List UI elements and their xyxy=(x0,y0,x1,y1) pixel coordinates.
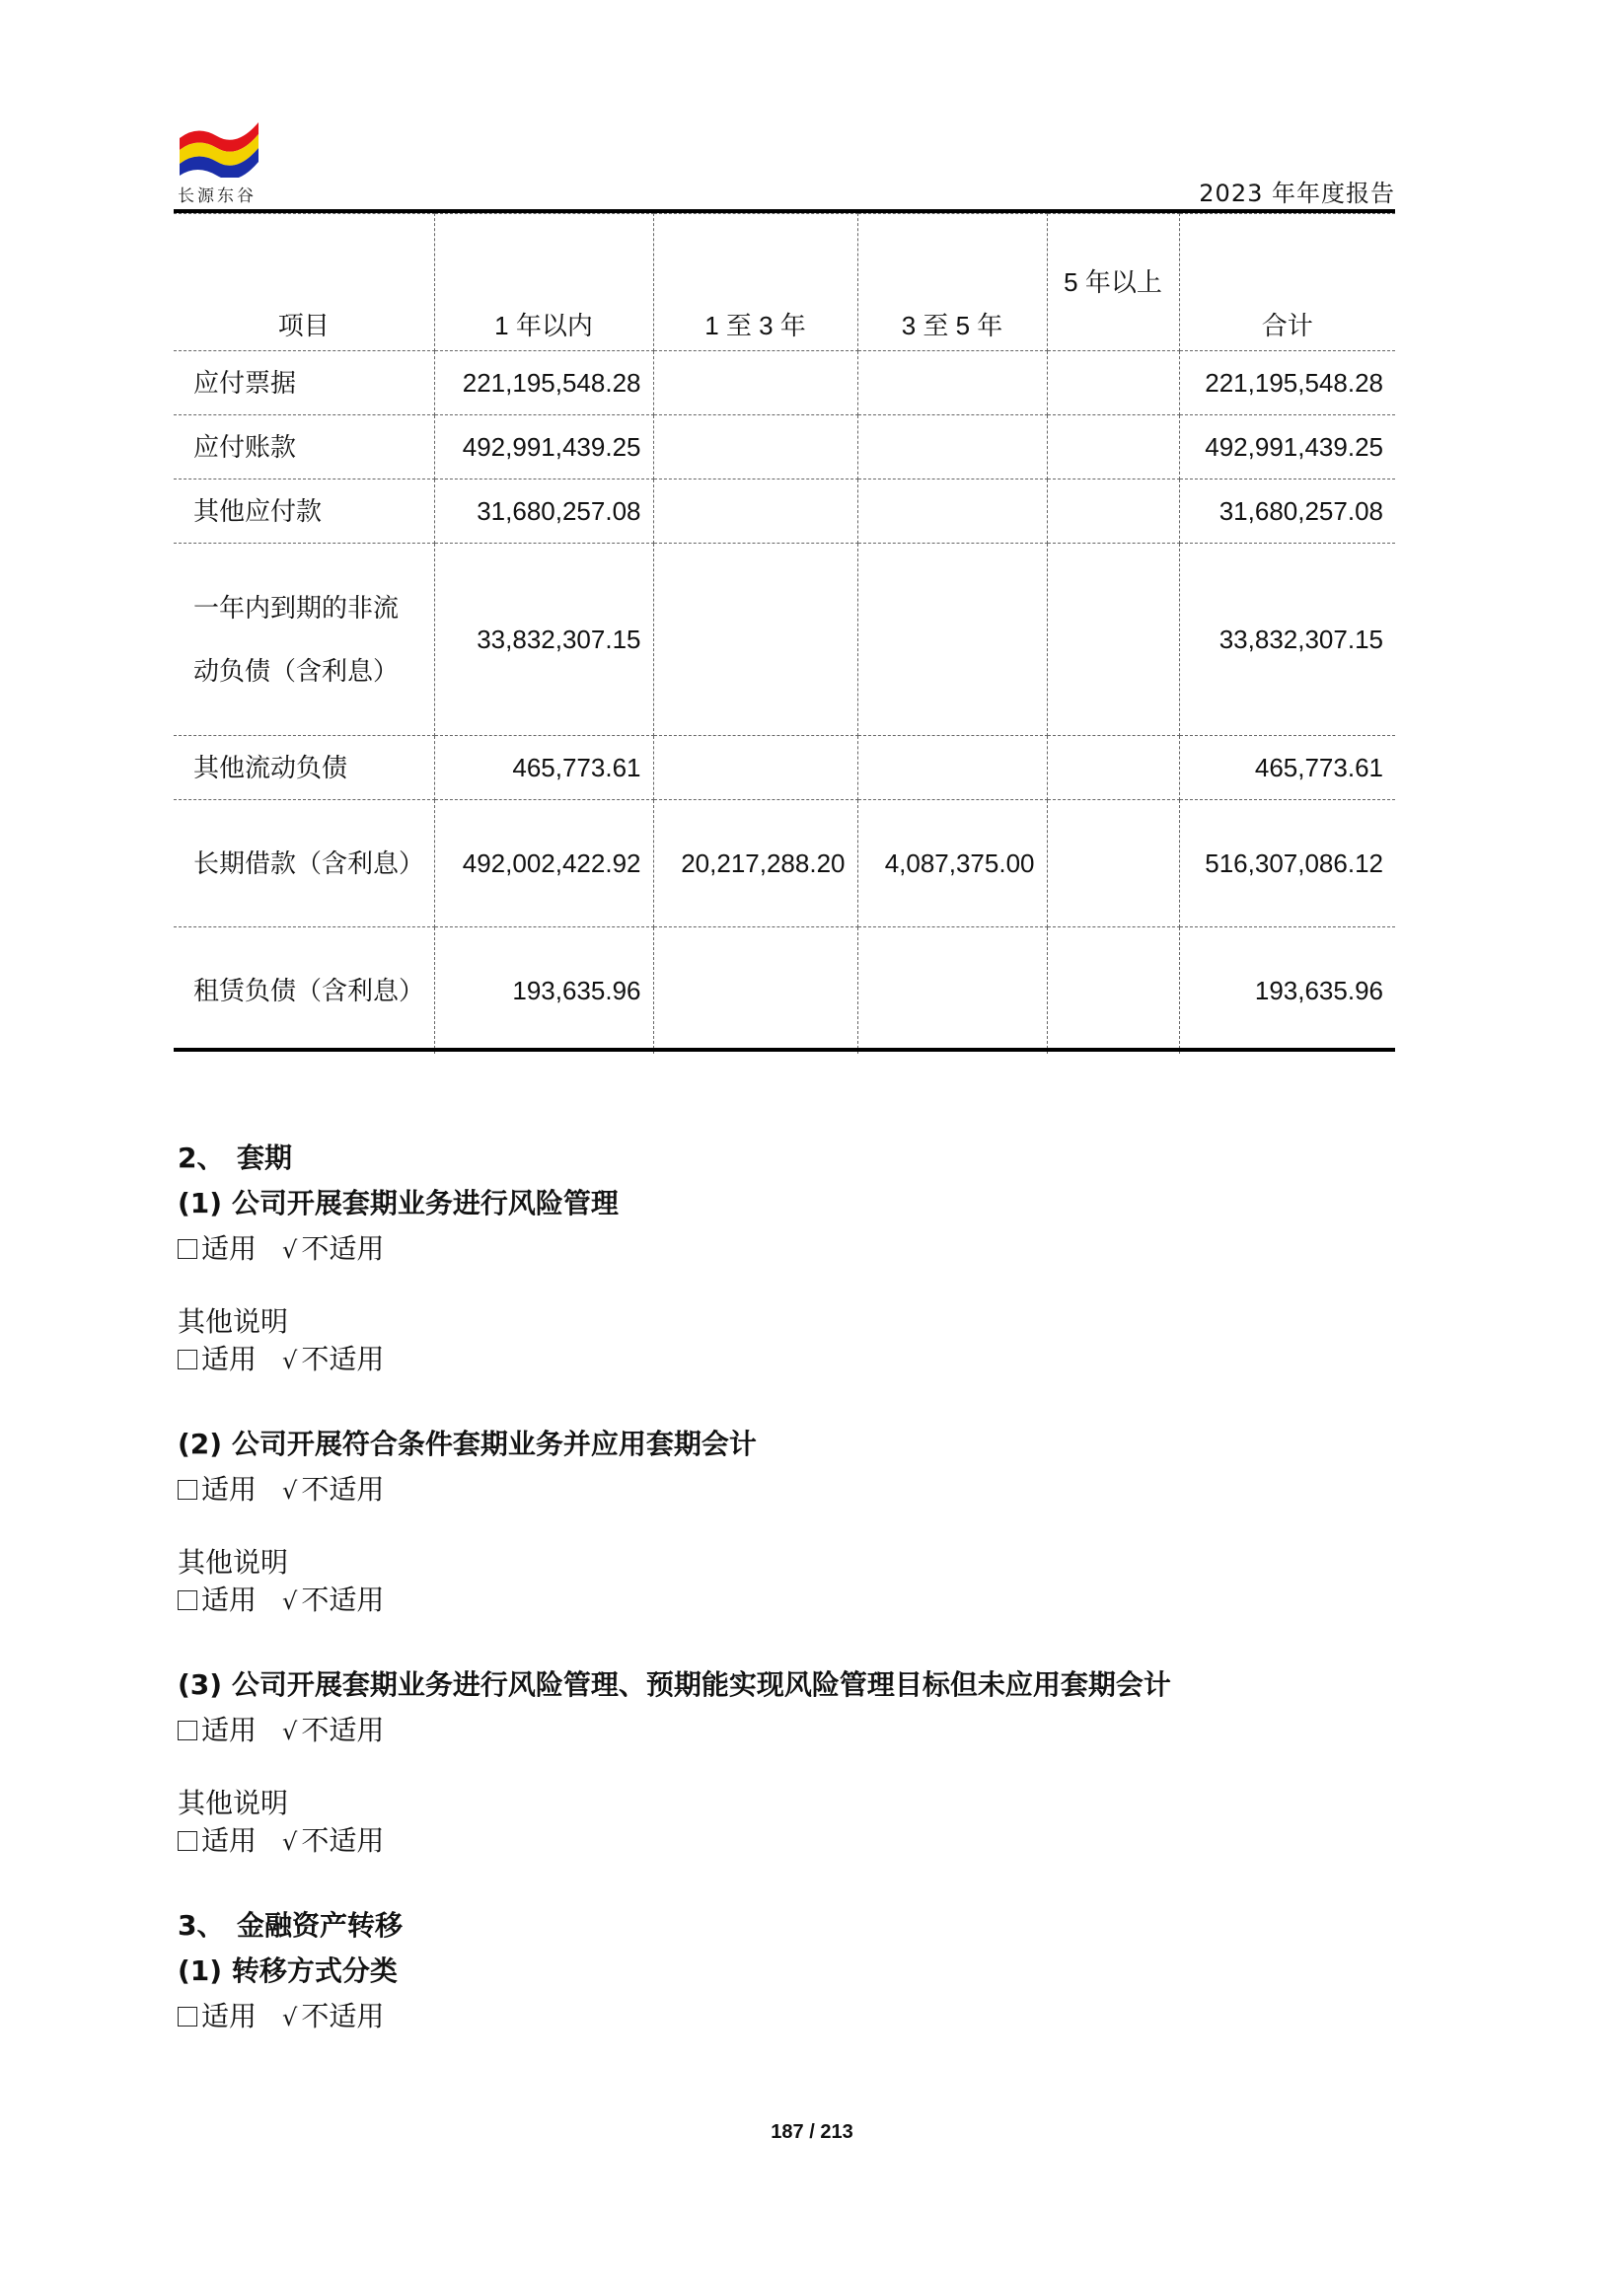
applicability-line xyxy=(178,1579,384,1618)
applicable-label: 适用 xyxy=(201,2000,258,2032)
check-icon: √ xyxy=(282,1347,298,1374)
section-title: 金融资产转移 xyxy=(237,1909,404,1942)
cell-1-3-years xyxy=(653,544,857,736)
cell-over-5-years xyxy=(1047,479,1179,544)
cell-over-5-years xyxy=(1047,800,1179,927)
check-icon: √ xyxy=(282,2004,298,2031)
row-item: 其他应付款 xyxy=(174,479,434,544)
company-logo xyxy=(178,118,260,206)
checkbox-icon xyxy=(178,2007,197,2027)
column-header: 1 年以内 xyxy=(434,214,653,351)
not-applicable-label: 不适用 xyxy=(301,1473,385,1506)
cell-3-5-years xyxy=(857,736,1047,800)
logo-flag-icon xyxy=(178,118,260,178)
cell-1-3-years xyxy=(653,927,857,1055)
not-applicable-label: 不适用 xyxy=(301,1824,385,1857)
not-applicable-label: 不适用 xyxy=(301,1343,385,1375)
other-note-label: 其他说明 xyxy=(178,1787,289,1819)
column-header: 合计 xyxy=(1179,214,1395,351)
subsection-heading: (1) 公司开展套期业务进行风险管理 xyxy=(178,1187,619,1219)
table-row xyxy=(174,479,1395,544)
table-bottom-rule xyxy=(174,1048,1395,1052)
column-header: 5 年以上 xyxy=(1047,214,1179,351)
applicable-label: 适用 xyxy=(201,1232,258,1265)
cell-over-5-years xyxy=(1047,736,1179,800)
applicability-line xyxy=(178,1995,384,2034)
subsection-heading: (1) 转移方式分类 xyxy=(178,1954,398,1987)
applicability-line xyxy=(178,1819,384,1859)
not-applicable-label: 不适用 xyxy=(301,1232,385,1265)
liquidity-table xyxy=(174,213,1395,1054)
table-row xyxy=(174,544,1395,736)
applicable-label: 适用 xyxy=(201,1714,258,1746)
cell-3-5-years xyxy=(857,415,1047,479)
cell-total: 465,773.61 xyxy=(1179,736,1395,800)
cell-total: 492,991,439.25 xyxy=(1179,415,1395,479)
applicable-label: 适用 xyxy=(201,1824,258,1857)
row-item: 长期借款（含利息） xyxy=(174,800,434,927)
cell-over-5-years xyxy=(1047,415,1179,479)
check-icon: √ xyxy=(282,1828,298,1856)
applicability-line xyxy=(178,1709,384,1748)
cell-within-1-year: 33,832,307.15 xyxy=(434,544,653,736)
applicability-line xyxy=(178,1227,384,1267)
section-number: 3、 xyxy=(178,1909,225,1942)
not-applicable-label: 不适用 xyxy=(301,1584,385,1616)
cell-1-3-years xyxy=(653,415,857,479)
cell-1-3-years xyxy=(653,736,857,800)
checkbox-icon xyxy=(178,1721,197,1740)
cell-over-5-years xyxy=(1047,927,1179,1055)
cell-within-1-year: 492,002,422.92 xyxy=(434,800,653,927)
checkbox-icon xyxy=(178,1350,197,1369)
cell-within-1-year: 465,773.61 xyxy=(434,736,653,800)
logo-text: 长源东谷 xyxy=(178,186,257,206)
cell-total: 193,635.96 xyxy=(1179,927,1395,1055)
not-applicable-label: 不适用 xyxy=(301,1714,385,1746)
checkbox-icon xyxy=(178,1590,197,1610)
cell-3-5-years xyxy=(857,544,1047,736)
subsection-heading: (2) 公司开展符合条件套期业务并应用套期会计 xyxy=(178,1428,757,1460)
table-row xyxy=(174,927,1395,1055)
applicable-label: 适用 xyxy=(201,1473,258,1506)
applicability-line xyxy=(178,1468,384,1508)
cell-total: 221,195,548.28 xyxy=(1179,351,1395,415)
section-heading-asset-transfer xyxy=(178,1904,403,1944)
not-applicable-label: 不适用 xyxy=(301,2000,385,2032)
table-row xyxy=(174,736,1395,800)
check-icon: √ xyxy=(282,1477,298,1505)
checkbox-icon xyxy=(178,1480,197,1500)
cell-within-1-year: 31,680,257.08 xyxy=(434,479,653,544)
cell-within-1-year: 193,635.96 xyxy=(434,927,653,1055)
section-number: 2、 xyxy=(178,1142,225,1174)
cell-3-5-years xyxy=(857,351,1047,415)
cell-over-5-years xyxy=(1047,351,1179,415)
page-number: 187 / 213 xyxy=(771,2121,853,2143)
column-header: 3 至 5 年 xyxy=(857,214,1047,351)
cell-3-5-years: 4,087,375.00 xyxy=(857,800,1047,927)
applicable-label: 适用 xyxy=(201,1584,258,1616)
section-heading-hedging xyxy=(178,1137,292,1176)
table-row xyxy=(174,351,1395,415)
other-note-label: 其他说明 xyxy=(178,1546,289,1579)
cell-total: 31,680,257.08 xyxy=(1179,479,1395,544)
cell-3-5-years xyxy=(857,927,1047,1055)
report-title: 2023 年年度报告 xyxy=(1199,180,1395,207)
row-item: 应付票据 xyxy=(174,351,434,415)
column-header: 1 至 3 年 xyxy=(653,214,857,351)
other-note-label: 其他说明 xyxy=(178,1305,289,1338)
check-icon: √ xyxy=(282,1718,298,1745)
cell-3-5-years xyxy=(857,479,1047,544)
table-header-row xyxy=(174,214,1395,351)
row-item: 租赁负债（含利息） xyxy=(174,927,434,1055)
section-title: 套期 xyxy=(237,1142,293,1174)
cell-total: 516,307,086.12 xyxy=(1179,800,1395,927)
cell-over-5-years xyxy=(1047,544,1179,736)
cell-1-3-years xyxy=(653,479,857,544)
cell-within-1-year: 221,195,548.28 xyxy=(434,351,653,415)
cell-total: 33,832,307.15 xyxy=(1179,544,1395,736)
checkbox-icon xyxy=(178,1239,197,1259)
applicable-label: 适用 xyxy=(201,1343,258,1375)
subsection-heading: (3) 公司开展套期业务进行风险管理、预期能实现风险管理目标但未应用套期会计 xyxy=(178,1668,1171,1701)
cell-1-3-years xyxy=(653,351,857,415)
row-item: 一年内到期的非流动负债（含利息） xyxy=(174,544,434,736)
check-icon: √ xyxy=(282,1236,298,1264)
applicability-line xyxy=(178,1338,384,1377)
checkbox-icon xyxy=(178,1831,197,1851)
row-item: 应付账款 xyxy=(174,415,434,479)
check-icon: √ xyxy=(282,1587,298,1615)
table-row xyxy=(174,415,1395,479)
column-header: 项目 xyxy=(174,214,434,351)
row-item: 其他流动负债 xyxy=(174,736,434,800)
cell-within-1-year: 492,991,439.25 xyxy=(434,415,653,479)
cell-1-3-years: 20,217,288.20 xyxy=(653,800,857,927)
table-row xyxy=(174,800,1395,927)
